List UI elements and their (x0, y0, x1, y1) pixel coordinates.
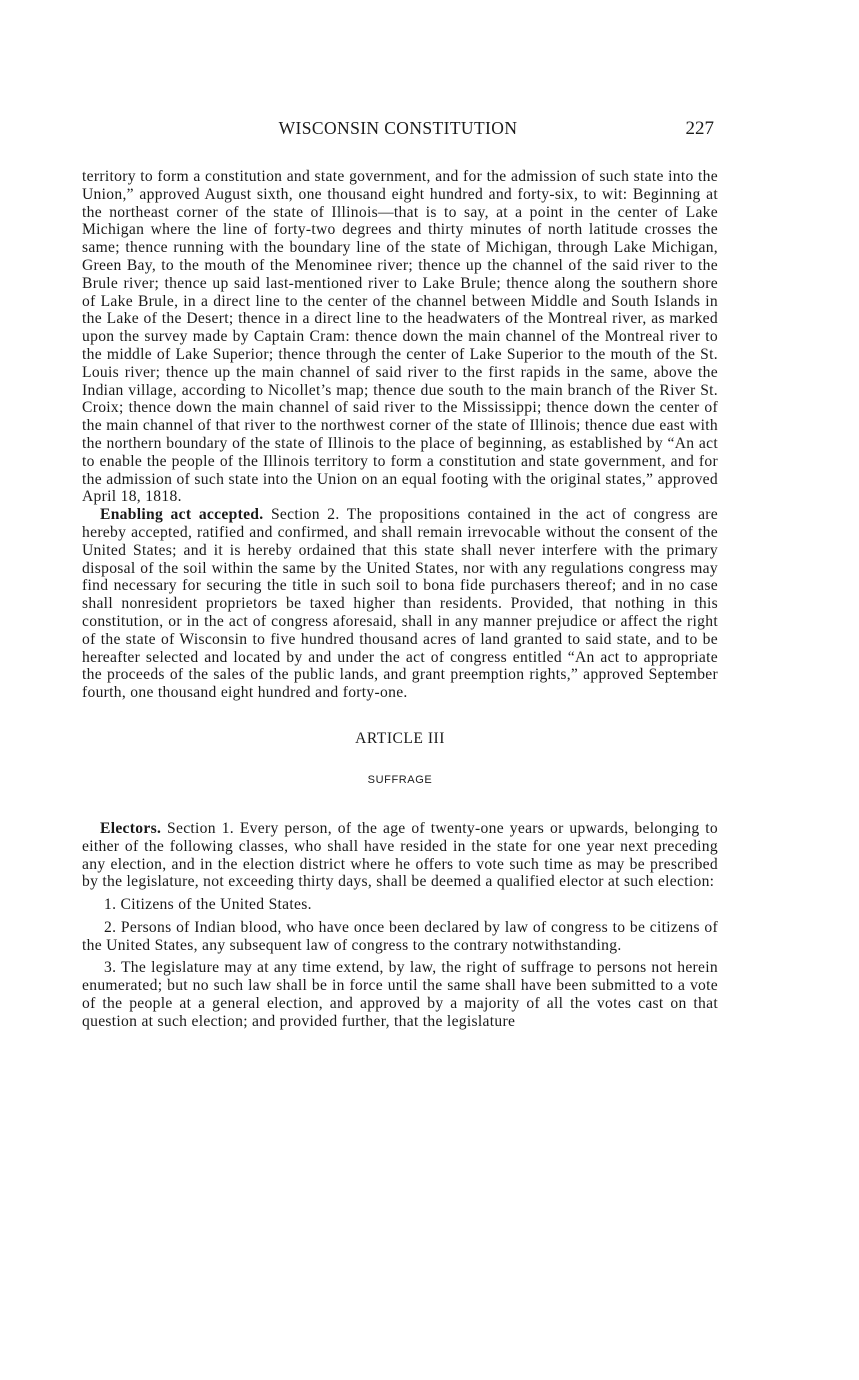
section-1-heading: Electors. (100, 819, 162, 837)
section-1-paragraph (82, 820, 718, 891)
section-2-heading: Enabling act accepted. (100, 506, 264, 524)
list-item: 2. Persons of Indian blood, who have once been declared by law of congress to be citizens of the United States, any subsequent law of congress to the contrary notwithstanding. (82, 918, 718, 954)
page-header (82, 118, 714, 142)
section-2-paragraph (82, 506, 718, 702)
running-head: WISCONSIN CONSTITUTION (278, 118, 518, 138)
article-title: ARTICLE III (355, 729, 445, 747)
page-number: 227 (685, 118, 714, 139)
list-item: 3. The legislature may at any time extend, by law, the right of suffrage to persons not herein enumerated; but no such law shall be in force until the same shall have been submitted to a vote of the people at a general election, and approved by a majority of all the votes cast on that question at such election; and provided further, that the legislature (82, 959, 718, 1030)
paragraph-boundary-description: territory to form a constitution and state government, and for the admission of such state into the Union,” approved August sixth, one thousand eight hundred and forty-six, to wit: Beginning at the northeast corner of the state of Illinois—that is to say, at a point in the center of Lake Michigan where the line of forty-two degrees and thirty minutes of north latitude crosses the same; thence running with the boundary line of the state of Michigan, through Lake Michigan, Green Bay, to the mouth of the Menominee river; thence up the channel of the said river to the Brule river; thence up said last-mentioned river to Lake Brule; thence along the southern shore of Lake Brule, in a direct line to the center of the channel between Middle and South Islands in the Lake of the Desert; thence in a direct line to the headwaters of the Montreal river, as marked upon the survey made by Captain Cram: thence down the main channel of the Montreal river to the middle of Lake Superior; thence through the center of Lake Superior to the mouth of the St. Louis river; thence up the main channel of said river to the first rapids in the same, above the Indian village, according to Nicollet’s map; thence due south to the main branch of the River St. Croix; thence down the main channel of said river to the Mississippi; thence down the center of the main channel of that river to the northwest corner of the state of Illinois; thence due east with the northern boundary of the state of Illinois to the place of beginning, as established by “An act to enable the people of the Illinois territory to form a constitution and state government, and for the admission of such state into the Union on an equal footing with the original states,” approved April 18, 1818. (82, 168, 718, 506)
section-1-text: Section 1. Every person, of the age of twenty-one years or upwards, belonging to either of the following classes, who shall have resided in the state for one year next preceding any election, and in the election district where he offers to vote such time as may be prescribed by the legislature, not exceeding thirty days, shall be deemed a qualified elector at such election: (82, 819, 719, 891)
section-2-text: Section 2. The propositions contained in the act of congress are hereby accepted, ratified and confirmed, and shall remain irrevocable without the consent of the United States; and it is hereby ordained that this state shall never interfere with the primary disposal of the soil within the same by the United States, nor with any regulations congress may find necessary for securing the title in such soil to bona fide purchasers thereof; and in no case shall nonresident proprietors be taxed higher than residents. Provided, that nothing in this constitution, or in the act of congress aforesaid, shall in any manner prejudice or affect the right of the state of Wisconsin to five hundred thousand acres of land granted to said state, and to be hereafter selected and located by and under the act of congress entitled “An act to appropriate the proceeds of the sales of the public lands, and grant preemption rights,” approved September fourth, one thousand eight hundred and forty-one. (82, 506, 718, 702)
page-body (82, 168, 718, 1031)
list-item: 1. Citizens of the United States. (104, 896, 312, 914)
article-subtitle: SUFFRAGE (367, 773, 433, 786)
